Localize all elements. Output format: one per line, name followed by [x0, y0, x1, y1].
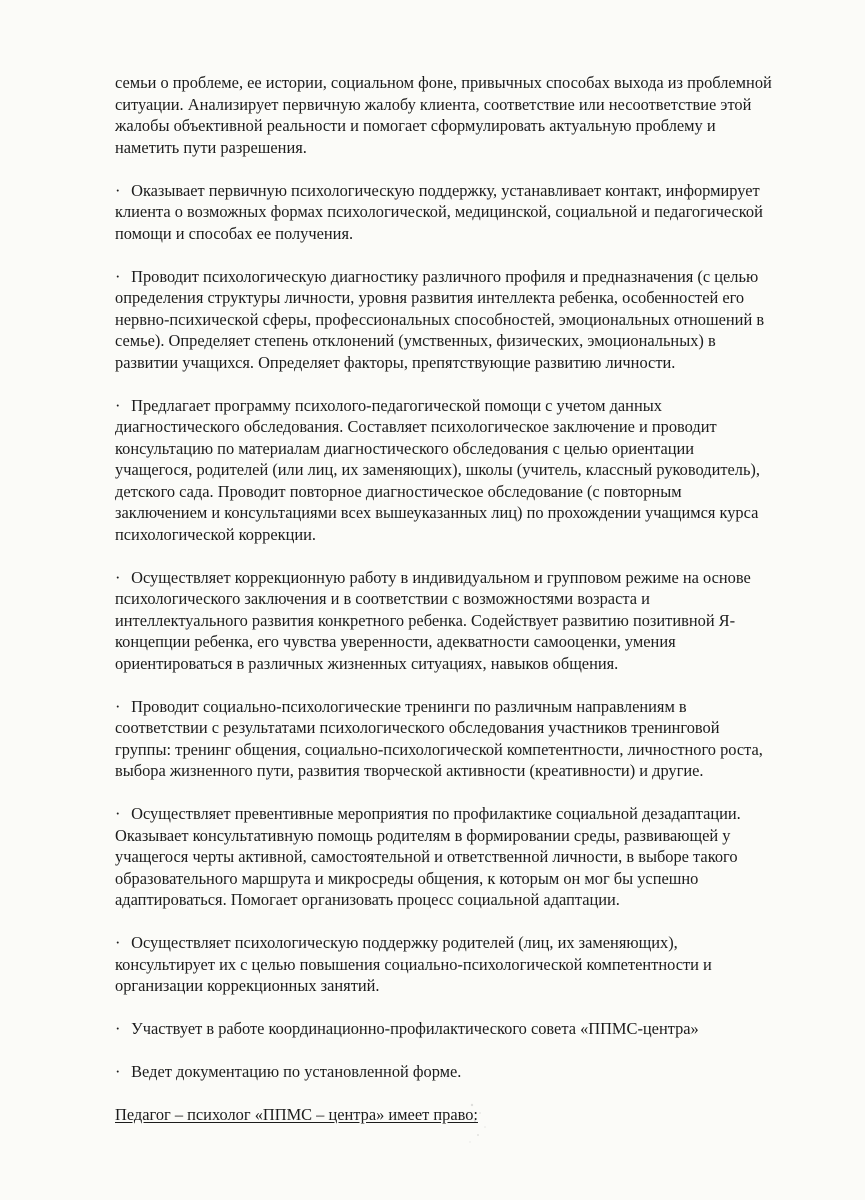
- bullet-mark: ·: [115, 933, 121, 952]
- bullet-item-documentation: [115, 1061, 775, 1083]
- bullet-item-prevention: [115, 803, 775, 911]
- bullet-item-text: Ведет документацию по установленной форме.: [131, 1062, 462, 1081]
- bullet-item-text: Осуществляет коррекционную работу в индивидуальном и групповом режиме на основе психологического заключения и в соответствии с возможностями возраста и интеллектуального развития конкретного ребенка. Содействует развитию позитивной Я-концепции ребенка, его чувства уверенности, адекватности самооценки, умения ориентироваться в различных жизненных ситуациях, навыков общения.: [115, 567, 751, 673]
- bullet-item-text: Предлагает программу психолого-педагогической помощи с учетом данных диагностического обследования. Составляет психологическое заключение и проводит консультацию по материалам диагностического обследования с целью ориентации учащегося, родителей (или лиц, их заменяющих), школы (учитель, классный руководитель), детского сада. Проводит повторное диагностическое обследование (с повторным заключением и консультациями всех вышеуказанных лиц) по прохождении учащимся курса психологической коррекции.: [115, 395, 760, 544]
- bullet-item-parent-support: [115, 932, 775, 997]
- bullet-item-text: Проводит социально-психологические тренинги по различным направлениям в соответствии с результатами психологического обследования участников тренинговой группы: тренинг общения, социально-психологической компетентности, личностного роста, выбора жизненного пути, развития творческой активности (креативности) и другие.: [115, 696, 763, 780]
- bullet-mark: ·: [115, 266, 121, 286]
- bullet-mark: ·: [115, 1019, 121, 1038]
- bullet-mark: ·: [115, 567, 121, 587]
- bullet-item-diagnostics: [115, 266, 775, 374]
- section-heading-rights: Педагог – психолог «ППМС – центра» имеет право:: [115, 1105, 478, 1124]
- bullet-mark: ·: [115, 696, 121, 716]
- bullet-item-text: Участвует в работе координационно-профилактического совета «ППМС-центра»: [131, 1019, 699, 1038]
- bullet-item-text: Оказывает первичную психологическую поддержку, устанавливает контакт, информирует клиента о возможных формах психологической, медицинской, социальной и педагогической помощи и способах ее получения.: [115, 180, 763, 243]
- bullet-mark: ·: [115, 395, 121, 415]
- document-body: [115, 72, 775, 1147]
- bullet-item-council: [115, 1018, 775, 1040]
- paragraph-continuation: [115, 72, 775, 158]
- bullet-item-text: Осуществляет превентивные мероприятия по профилактике социальной дезадаптации. Оказывает консультативную помощь родителям в формировании среды, развивающей у учащегося черты активной, самостоятельной и ответственной личности, в выборе такого образовательного маршрута и микросреды общения, к которым он мог бы успешно адаптироваться. Помогает организовать процесс социальной адаптации.: [115, 804, 741, 909]
- bullet-mark: ·: [115, 180, 121, 200]
- bullet-mark: ·: [115, 804, 121, 823]
- bullet-item-trainings: [115, 696, 775, 782]
- bullet-item-primary-support: [115, 180, 775, 245]
- paragraph-text: семьи о проблеме, ее истории, социальном фоне, привычных способах выхода из проблемной ситуации. Анализирует первичную жалобу клиента, соответствие или несоответствие этой жалобы объективной реальности и помогает сформулировать актуальную проблему и наметить пути разрешения.: [115, 73, 772, 157]
- bullet-item-text: Проводит психологическую диагностику различного профиля и предназначения (с целью определения структуры личности, уровня развития интеллекта ребенка, особенностей его нервно-психической сферы, профессиональных способностей, эмоциональных отношений в семье). Определяет степень отклонений (умственных, физических, эмоциональных) в развитии учащихся. Определяет факторы, препятствующие развитию личности.: [115, 266, 765, 372]
- bullet-item-program: [115, 395, 775, 546]
- scan-smudge: [460, 1095, 500, 1150]
- bullet-item-text: Осуществляет психологическую поддержку родителей (лиц, их заменяющих), консультирует их с целью повышения социально-психологической компетентности и организации коррекционных занятий.: [115, 933, 712, 995]
- bullet-mark: ·: [115, 1062, 121, 1081]
- bullet-item-correction: [115, 567, 775, 675]
